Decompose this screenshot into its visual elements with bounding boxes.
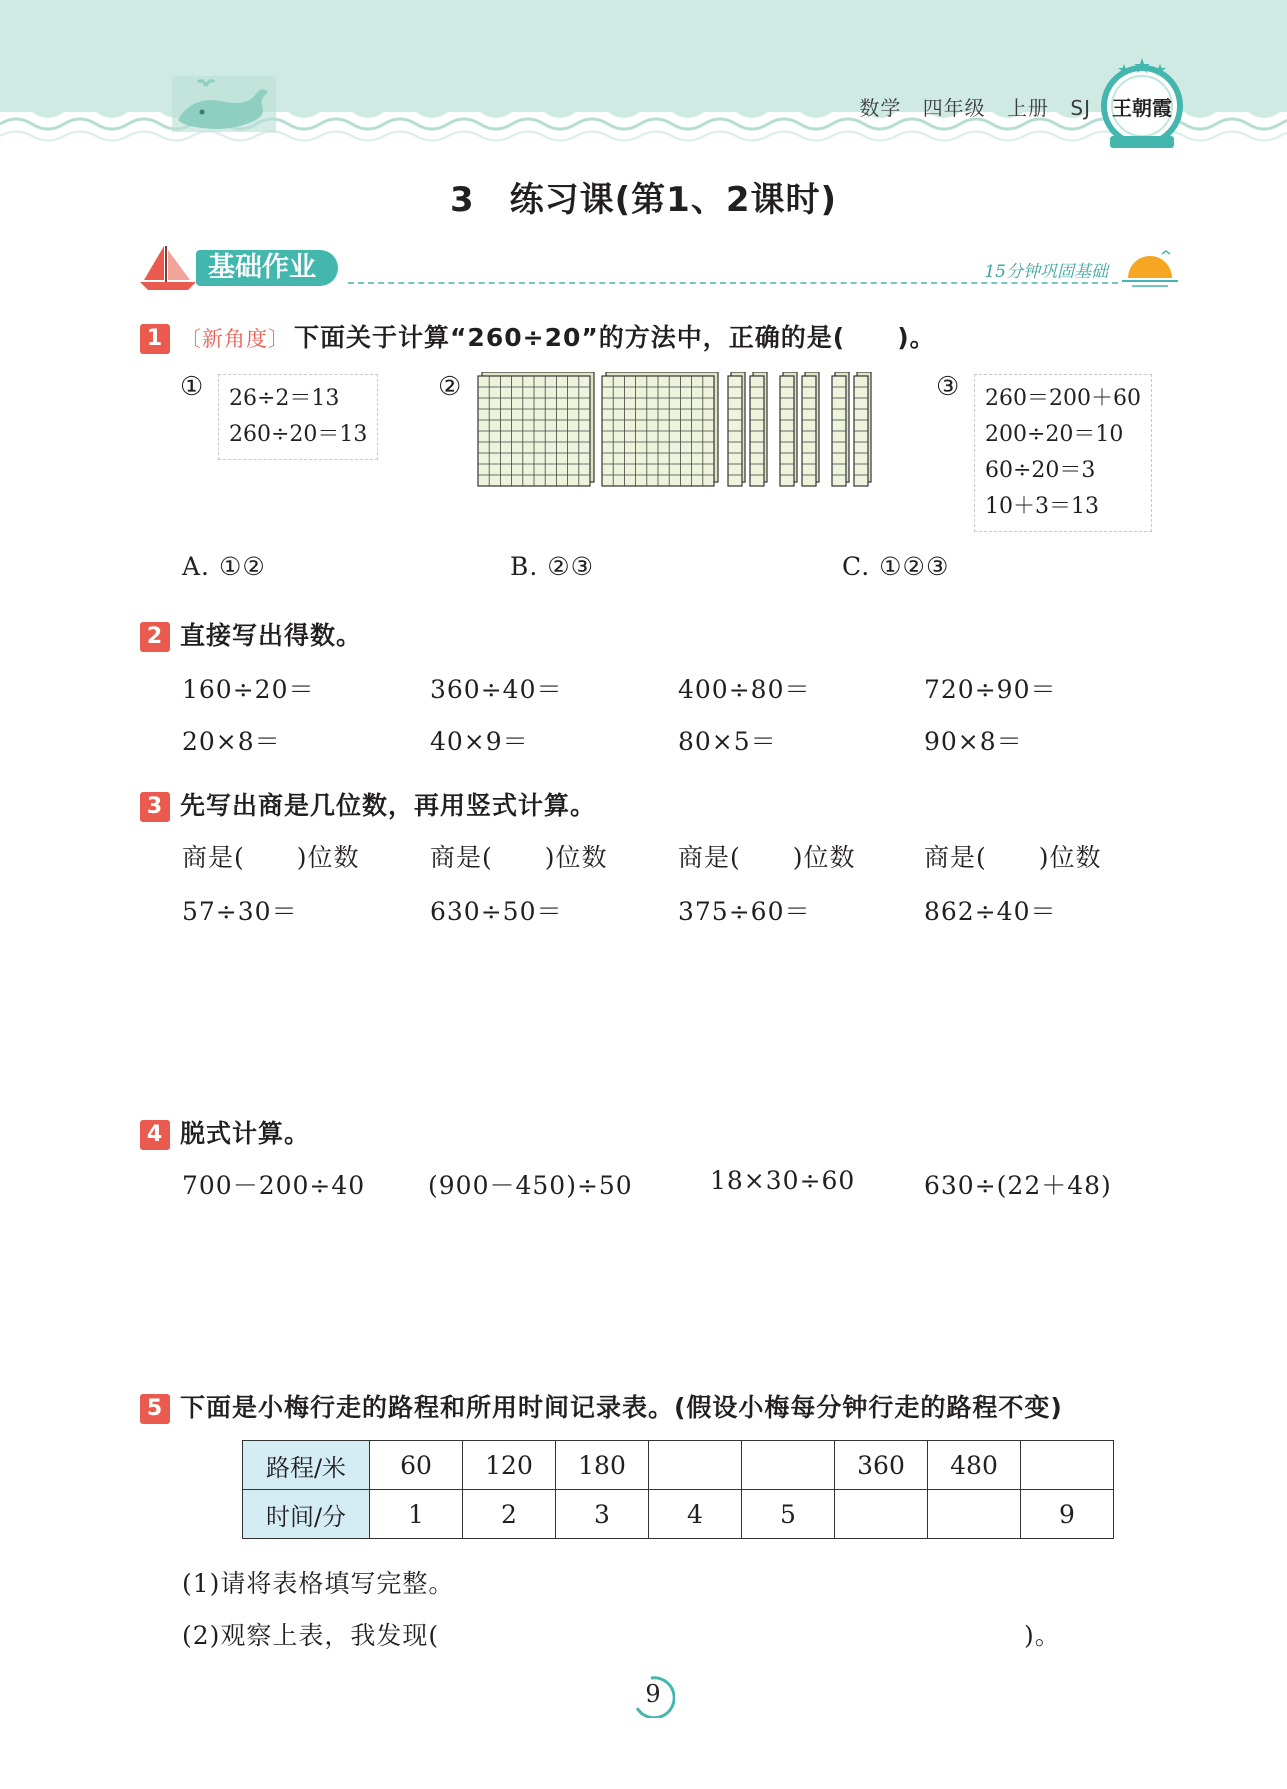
q2-problem: 80×5＝ xyxy=(678,727,777,756)
q2-problem: 360÷40＝ xyxy=(430,675,563,704)
q2-problem: 160÷20＝ xyxy=(182,675,315,704)
method-3-marker: ③ xyxy=(936,372,960,402)
method-3-line-2: 200÷20＝10 xyxy=(985,422,1124,447)
table-cell: 360 xyxy=(835,1441,928,1490)
table-cell: 4 xyxy=(649,1490,742,1539)
sunset-icon xyxy=(1122,248,1178,292)
subquestion-1: (1)请将表格填写完整。 xyxy=(182,1569,455,1598)
table-cell: 3 xyxy=(556,1490,649,1539)
table-cell: 120 xyxy=(463,1441,556,1490)
sailboat-icon xyxy=(138,244,198,292)
method-1-box xyxy=(218,374,378,460)
section-note: 15分钟巩固基础 xyxy=(984,262,1108,282)
edition-label: SJ xyxy=(1070,96,1091,120)
question-text: 下面是小梅行走的路程和所用时间记录表。(假设小梅每分钟行走的路程不变) xyxy=(180,1393,1063,1422)
quotient-digits-blank[interactable]: 商是( )位数 xyxy=(678,843,856,872)
question-number: 2 xyxy=(140,622,170,652)
method-3-line-1: 260＝200＋60 xyxy=(985,386,1141,411)
blank-cell[interactable] xyxy=(1021,1441,1114,1490)
new-angle-tag: 〔新角度〕 xyxy=(180,327,290,351)
base-ten-blocks-figure xyxy=(476,372,880,488)
q2-problem: 90×8＝ xyxy=(924,727,1023,756)
table-cell: 480 xyxy=(928,1441,1021,1490)
table-cell: 5 xyxy=(742,1490,835,1539)
method-3-line-3: 60÷20＝3 xyxy=(985,458,1096,483)
quotient-digits-blank[interactable]: 商是( )位数 xyxy=(182,843,360,872)
quotient-digits-blank[interactable]: 商是( )位数 xyxy=(924,843,1102,872)
page-number: 9 xyxy=(645,1680,661,1708)
page-title: 3 练习课(第1、2课时) xyxy=(449,180,838,220)
answer-blank[interactable] xyxy=(466,1616,1022,1648)
q2-problem: 40×9＝ xyxy=(430,727,529,756)
q3-problem: 57÷30＝ xyxy=(182,897,298,926)
grade-label: 四年级 xyxy=(922,96,986,120)
option-c[interactable]: C. ①②③ xyxy=(842,552,950,581)
subquestion-2-prompt: (2)观察上表，我发现( xyxy=(182,1621,440,1650)
blank-cell[interactable] xyxy=(742,1441,835,1490)
option-b[interactable]: B. ②③ xyxy=(510,552,595,581)
method-1-line-2: 260÷20＝13 xyxy=(229,422,368,447)
question-number: 4 xyxy=(140,1120,170,1150)
question-2-stem xyxy=(140,616,362,652)
q4-problem: 18×30÷60 xyxy=(710,1166,856,1195)
q3-problem: 375÷60＝ xyxy=(678,897,811,926)
table-cell: 2 xyxy=(463,1490,556,1539)
q2-problem: 720÷90＝ xyxy=(924,675,1057,704)
section-label: 基础作业 xyxy=(196,250,338,286)
question-text: 先写出商是几位数，再用竖式计算。 xyxy=(180,791,597,820)
table-cell: 1 xyxy=(370,1490,463,1539)
method-3-line-4: 10＋3＝13 xyxy=(985,494,1099,519)
whale-icon xyxy=(172,76,276,132)
q2-problem: 20×8＝ xyxy=(182,727,281,756)
subject-info xyxy=(859,92,1091,121)
option-a[interactable]: A. ①② xyxy=(182,552,266,581)
page-number-badge xyxy=(631,1674,675,1718)
q2-problem: 400÷80＝ xyxy=(678,675,811,704)
subquestion-2-close: )。 xyxy=(1024,1621,1061,1650)
table-cell: 60 xyxy=(370,1441,463,1490)
q3-problem: 630÷50＝ xyxy=(430,897,563,926)
method-2-marker: ② xyxy=(438,372,462,402)
method-1-marker: ① xyxy=(180,372,204,402)
brand-name: 王朝霞 xyxy=(1112,96,1172,120)
question-text: 直接写出得数。 xyxy=(180,621,363,650)
table-row xyxy=(243,1490,1114,1539)
brand-logo xyxy=(1100,56,1184,152)
blank-cell[interactable] xyxy=(649,1441,742,1490)
q4-problem: 630÷(22＋48) xyxy=(924,1171,1112,1200)
question-number: 5 xyxy=(140,1394,170,1424)
question-text: 脱式计算。 xyxy=(180,1119,311,1148)
subject-label: 数学 xyxy=(859,96,902,120)
volume-label: 上册 xyxy=(1007,96,1050,120)
row-header-distance: 路程/米 xyxy=(243,1441,370,1490)
method-3-box xyxy=(974,374,1152,532)
q4-problem: (900－450)÷50 xyxy=(428,1171,633,1200)
question-4-stem xyxy=(140,1114,310,1150)
method-1-line-1: 26÷2＝13 xyxy=(229,386,340,411)
section-divider xyxy=(348,282,1118,284)
question-1-stem xyxy=(140,318,936,354)
blank-cell[interactable] xyxy=(928,1490,1021,1539)
question-number: 3 xyxy=(140,792,170,822)
question-text: 下面关于计算“260÷20”的方法中，正确的是( )。 xyxy=(294,323,936,352)
question-number: 1 xyxy=(140,324,170,354)
row-header-time: 时间/分 xyxy=(243,1490,370,1539)
table-cell: 180 xyxy=(556,1441,649,1490)
section-banner xyxy=(138,244,1178,300)
record-table xyxy=(242,1440,1114,1539)
blank-cell[interactable] xyxy=(835,1490,928,1539)
q4-problem: 700－200÷40 xyxy=(182,1171,366,1200)
quotient-digits-blank[interactable]: 商是( )位数 xyxy=(430,843,608,872)
question-5-stem xyxy=(140,1388,1063,1424)
table-row xyxy=(243,1441,1114,1490)
table-cell: 9 xyxy=(1021,1490,1114,1539)
question-3-stem xyxy=(140,786,596,822)
q3-problem: 862÷40＝ xyxy=(924,897,1057,926)
